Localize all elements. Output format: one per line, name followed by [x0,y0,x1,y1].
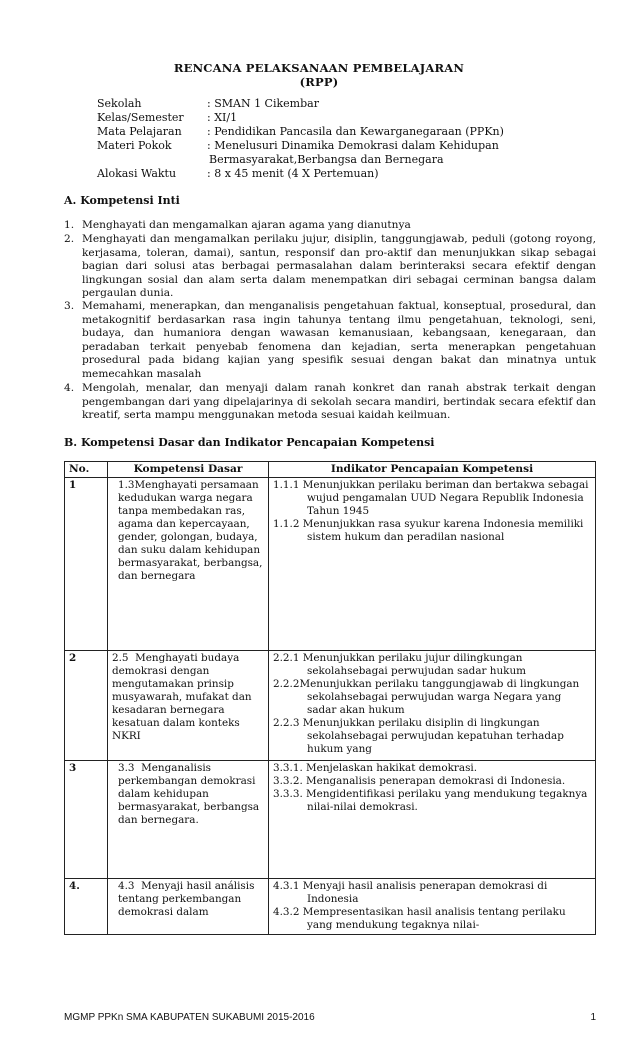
table-header-row [65,462,596,478]
indicator-item: 2.2.3 Menunjukkan perilaku disiplin di lingkungan sekolahsebagai perwujudan kepatuhan terhadap hukum yang [273,717,564,755]
indicator-item: 3.3.1. Menjelaskan hakikat demokrasi. [273,762,478,774]
ki-text: Mengolah, menalar, dan menyaji dalam ranah konkret dan ranah abstrak terkait dengan pengembangan dari yang dipelajarinya di sekolah secara mandiri, bertindak secara efektif dan kreatif, serta mampu menggunakan metoda sesuai kaidah keilmuan. [82,382,596,422]
ki-text: Menghayati dan mengamalkan perilaku jujur, disiplin, tanggungjawab, peduli (gotong royong, kerjasama, toleran, damai), santun, responsif dan pro-aktif dan menunjukkan sikap sebagai bagian dari solusi atas berbagai permasalahan dalam berinteraksi secara efektif dengan lingkungan sosial dan alam serta dalam menempatkan diri sebagai cerminan bangsa dalam pergaulan dunia. [82,233,596,300]
table-row [65,879,596,935]
info-value: Bermasyarakat,Berbangsa dan Bernegara [209,153,444,166]
kd-text: Menghayati persamaan kedudukan warga negara tanpa membedakan ras, agama dan kepercayaan, gender, golongan, budaya, dan suku dalam kehidupan bermasyarakat, berbangsa, dan bernegara [118,479,263,582]
kd-text: Menganalisis perkembangan demokrasi dalam kehidupan bermasyarakat, berbangsa dan bernegara. [118,762,260,826]
indicator-item: 2.2.1 Menunjukkan perilaku jujur dilingkungan sekolahsebagai perwujudan sadar hukum [273,652,527,677]
info-label: Materi Pokok [97,139,172,152]
footer-text: MGMP PPKn SMA KABUPATEN SUKABUMI 2015-2016 [64,1012,315,1023]
ki-item [64,233,596,301]
indicator-cell [269,761,596,879]
info-row [97,125,547,139]
ki-number: 1. [64,219,75,231]
info-label: Alokasi Waktu [97,167,177,180]
kd-table [64,461,596,935]
column-header-indicator: Indikator Pencapaian Kompetensi [269,462,596,478]
ki-item [64,300,596,382]
info-row [97,97,547,111]
column-header-no: No. [65,462,108,478]
indicator-item: 4.3.1 Menyaji hasil analisis penerapan demokrasi di Indonesia [273,880,548,905]
column-header-kd: Kompetensi Dasar [108,462,269,478]
kd-number: 3.3 [118,762,135,774]
ki-text: Menghayati dan mengamalkan ajaran agama yang dianutnya [82,219,411,231]
indicator-item: 3.3.3. Mengidentifikasi perilaku yang mendukung tegaknya nilai-nilai demokrasi. [273,788,588,813]
ki-number: 3. [64,300,75,312]
document-title: RENCANA PELAKSANAAN PEMBELAJARAN [173,61,465,75]
section-a-heading: A. Kompetensi Inti [64,194,180,207]
document-subtitle: (RPP) [299,75,339,89]
table-row [65,651,596,761]
indicator-item: 3.3.2. Menganalisis penerapan demokrasi di Indonesia. [273,775,566,787]
info-value: : Menelusuri Dinamika Demokrasi dalam Kehidupan [207,139,499,152]
ki-number: 2. [64,233,75,245]
table-row [65,761,596,879]
row-number: 1 [65,478,108,651]
page-footer [64,1012,596,1023]
info-row [97,111,547,125]
kd-cell [108,478,269,651]
kd-number: 2.5 [112,652,129,664]
info-label: Kelas/Semester [97,111,184,124]
indicator-item: 1.1.2 Menunjukkan rasa syukur karena Indonesia memiliki sistem hukum dan peradilan nasional [273,518,584,543]
kd-cell [108,879,269,935]
kd-number: 4.3 [118,880,135,892]
kd-cell [108,761,269,879]
info-row [97,153,547,167]
section-b-heading: B. Kompetensi Dasar dan Indikator Pencapaian Kompetensi [64,436,435,449]
kd-cell [108,651,269,761]
info-row [97,167,547,181]
kd-number: 1.3 [118,479,135,491]
indicator-cell [269,478,596,651]
ki-item [64,382,596,423]
row-number: 3 [65,761,108,879]
ki-text: Memahami, menerapkan, dan menganalisis pengetahuan faktual, konseptual, prosedural, dan metakognitif berdasarkan rasa ingin tahunya tentang ilmu pengetahuan, teknologi, seni, budaya, dan humaniora dengan wawasan kemanusiaan, kebangsaan, kenegaraan, dan peradaban terkait penyebab fenomena dan kejadian, serta menerapkan pengetahuan prosedural pada bidang kajian yang spesifik sesuai dengan bakat dan minatnya untuk memecahkan masalah [82,300,596,380]
ki-number: 4. [64,382,75,394]
row-number: 2 [65,651,108,761]
row-number: 4. [65,879,108,935]
ki-item [64,219,596,233]
info-value: : 8 x 45 menit (4 X Pertemuan) [207,167,379,180]
info-label: Mata Pelajaran [97,125,182,138]
info-row [97,139,547,153]
page-number: 1 [590,1012,596,1023]
kd-text: Menyaji hasil análisis tentang perkembangan demokrasi dalam [118,880,255,918]
indicator-cell [269,651,596,761]
indicator-item: 1.1.1 Menunjukkan perilaku beriman dan bertakwa sebagai wujud pengamalan UUD Negara Republik Indonesia Tahun 1945 [273,479,589,517]
indicator-cell [269,879,596,935]
indicator-item: 2.2.2Menunjukkan perilaku tanggungjawab di lingkungan sekolahsebagai perwujudan warga Negara yang sadar akan hukum [273,678,580,716]
info-value: : XI/1 [207,111,238,124]
info-label: Sekolah [97,97,142,110]
info-value: : SMAN 1 Cikembar [207,97,319,110]
kd-text: Menghayati budaya demokrasi dengan mengutamakan prinsip musyawarah, mufakat dan kesadaran bernegara kesatuan dalam konteks NKRI [112,652,252,742]
table-row [65,478,596,651]
indicator-item: 4.3.2 Mempresentasikan hasil analisis tentang perilaku yang mendukung tegaknya nilai- [273,906,566,931]
info-value: : Pendidikan Pancasila dan Kewarganegaraan (PPKn) [207,125,504,138]
